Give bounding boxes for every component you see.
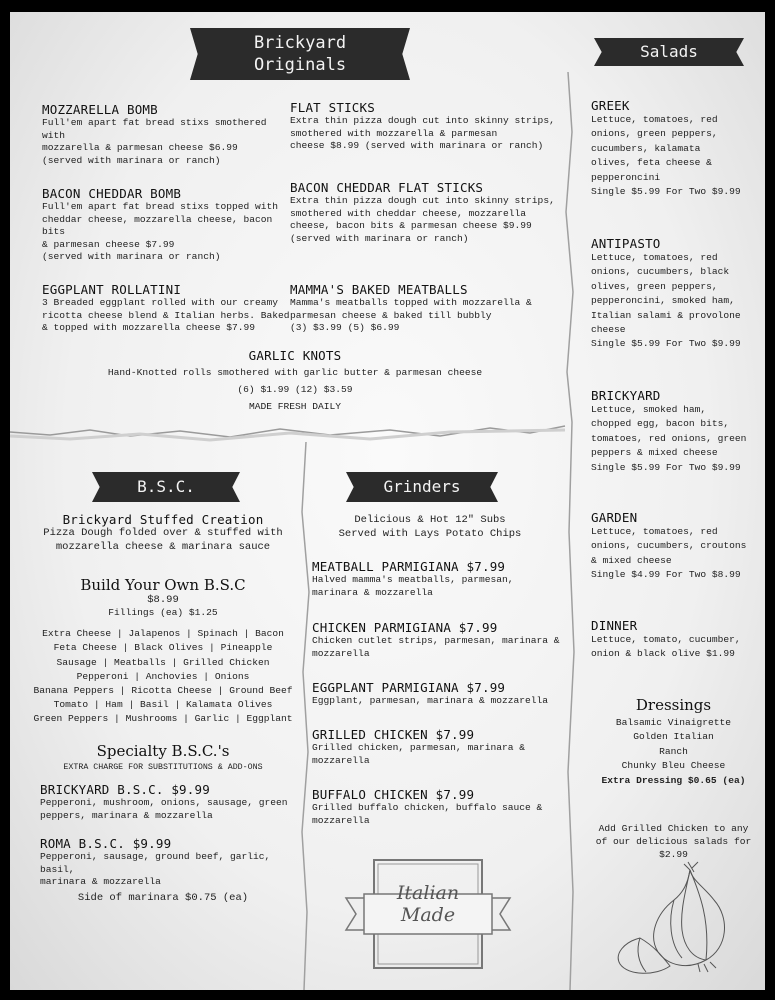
item-title: ROMA B.S.C. $9.99 [40, 836, 172, 851]
item-title: EGGPLANT PARMIGIANA $7.99 [312, 680, 506, 695]
bsc-banner: B.S.C. [104, 472, 228, 502]
originals-banner-line1: Brickyard [253, 33, 347, 53]
specialty-title: Specialty B.S.C.'s [96, 742, 230, 760]
item-title: FLAT STICKS [290, 100, 375, 115]
stamp-text [364, 882, 492, 926]
item-desc-line: cheddar cheese, mozzarella cheese, bacon bits [42, 213, 273, 238]
add-chicken-line: $2.99 [659, 849, 688, 860]
salad-brickyard [591, 388, 763, 475]
item-title: BACON CHEDDAR BOMB [42, 186, 182, 201]
item-desc-line: Pepperoni, sausage, ground beef, garlic, basil, [40, 851, 271, 875]
menu-item-mammas-baked-meatballs [290, 282, 560, 335]
item-price-line: Single $5.99 For Two $9.99 [591, 338, 741, 350]
extra-dressing-price: Extra Dressing $0.65 (ea) [601, 774, 746, 786]
item-title: GARLIC KNOTS [248, 348, 342, 363]
item-desc-line: pepperoncini, smoked ham, [591, 295, 735, 307]
item-desc-line: Lettuce, tomatoes, red [591, 252, 718, 263]
topping-line: Sausage | Meatballs | Grilled Chicken [56, 656, 270, 668]
build-your-own-price: $8.99 [147, 594, 179, 606]
item-desc-line: cheese $8.99 (served with marinara or ranch) [290, 140, 544, 152]
item-title: GREEK [591, 98, 630, 113]
add-chicken-line: Add Grilled Chicken to any [598, 823, 749, 834]
item-title: EGGPLANT ROLLATINI [42, 282, 182, 297]
bsc-desc-line: Pizza Dough folded over & stuffed with [43, 527, 283, 539]
item-desc-line: mozzarella [312, 754, 370, 766]
bsc-desc-line: mozzarella cheese & marinara sauce [55, 540, 271, 553]
item-desc-line: parmesan cheese & baked till bubbly [290, 309, 492, 321]
build-your-own-title: Build Your Own B.S.C [80, 576, 246, 594]
item-desc-line: Extra thin pizza dough cut into skinny strips, [290, 115, 555, 126]
item-desc-line: Chicken cutlet strips, parmesan, marinara & [312, 635, 560, 646]
dressing-item: Balsamic Vinaigrette [615, 717, 732, 728]
item-desc-line: & topped with mozzarella cheese $7.99 [42, 322, 256, 334]
add-chicken-line: of our delicious salads for [595, 836, 752, 847]
item-desc-line: 3 Breaded eggplant rolled with our creamy [42, 297, 279, 308]
specialty-note: EXTRA CHARGE FOR SUBSTITUTIONS & ADD-ONS [63, 763, 263, 772]
bsc-subtitle: Brickyard Stuffed Creation [62, 512, 264, 527]
menu-item-bacon-cheddar-bomb [42, 186, 292, 264]
salad-garden [591, 510, 763, 583]
item-desc-line: & mixed cheese [591, 554, 672, 566]
item-desc-line: Lettuce, tomatoes, red [591, 114, 718, 125]
grinder-grilled-chicken [312, 727, 562, 767]
salad-greek [591, 98, 763, 199]
item-desc-line: Lettuce, smoked ham, [591, 404, 707, 415]
item-title: BACON CHEDDAR FLAT STICKS [290, 180, 484, 195]
item-desc-line: mozzarella [312, 647, 370, 659]
item-title: MOZZARELLA BOMB [42, 102, 158, 117]
item-price-line: Single $5.99 For Two $9.99 [591, 186, 741, 198]
item-desc-line: smothered with mozzarella & parmesan [290, 127, 498, 139]
item-title: GARDEN [591, 510, 638, 525]
item-desc-line: tomatoes, red onions, green [591, 432, 747, 444]
grinder-meatball-parmigiana [312, 559, 562, 599]
stamp-line: Made [400, 904, 456, 926]
item-title: ANTIPASTO [591, 236, 661, 251]
specialty-roma-bsc [40, 836, 300, 889]
item-title: BRICKYARD B.S.C. $9.99 [40, 782, 210, 797]
topping-line: Extra Cheese | Jalapenos | Spinach | Bacon [42, 628, 284, 640]
topping-line: Green Peppers | Mushrooms | Garlic | Eggplant [33, 713, 293, 725]
item-desc-line: cucumbers, kalamata [591, 142, 701, 154]
fillings-price: Fillings (ea) $1.25 [108, 606, 218, 618]
item-desc-line: mozzarella & parmesan cheese $6.99 [42, 142, 238, 154]
grinders-banner: Grinders [358, 472, 486, 502]
dressings-section [586, 696, 761, 788]
item-desc-line: (3) $3.99 (5) $6.99 [290, 322, 400, 334]
item-desc-line: Grilled buffalo chicken, buffalo sauce & [312, 802, 543, 813]
topping-line: Tomato | Ham | Basil | Kalamata Olives [53, 699, 273, 711]
item-desc-line: Pepperoni, mushroom, onions, sausage, green [40, 797, 288, 808]
bsc-intro [28, 512, 298, 554]
item-desc-line: olives, green peppers, [591, 280, 718, 292]
item-desc-line: onion & black olive $1.99 [591, 648, 735, 660]
item-desc-line: pepperoncini [591, 171, 661, 183]
side-marinara-price: Side of marinara $0.75 (ea) [77, 892, 249, 904]
item-desc-line: Extra thin pizza dough cut into skinny strips, [290, 195, 555, 206]
side-marinara [28, 892, 298, 905]
dressings-title: Dressings [635, 696, 712, 714]
item-desc-line: peppers, marinara & mozzarella [40, 809, 213, 821]
italian-made-stamp [342, 858, 514, 976]
item-desc-line: Grilled chicken, parmesan, marinara & [312, 742, 526, 753]
item-prices: (6) $1.99 (12) $3.59 [237, 383, 353, 395]
menu-item-eggplant-rollatini [42, 282, 292, 335]
made-fresh-note: MADE FRESH DAILY [248, 401, 342, 413]
item-desc-line: peppers & mixed cheese [591, 447, 718, 459]
specialty-brickyard-bsc [40, 782, 300, 822]
topping-line: Feta Cheese | Black Olives | Pineapple [53, 642, 273, 654]
item-desc-line: onions, cucumbers, croutons [591, 540, 747, 552]
item-desc-line: Full'em apart fat bread stixs smothered with [42, 117, 267, 141]
item-title: MEATBALL PARMIGIANA $7.99 [312, 559, 506, 574]
item-desc-line: Lettuce, tomatoes, red [591, 526, 718, 537]
salad-antipasto [591, 236, 763, 352]
build-your-own-section [28, 576, 298, 727]
item-desc-line: (served with marinara or ranch) [290, 232, 469, 244]
item-desc-line: (served with marinara or ranch) [42, 251, 221, 263]
specialty-header [28, 742, 298, 775]
menu-item-flat-sticks [290, 100, 560, 153]
item-title: GRILLED CHICKEN $7.99 [312, 727, 475, 742]
grinders-intro [310, 514, 550, 541]
item-title: BUFFALO CHICKEN $7.99 [312, 787, 475, 802]
item-desc-line: marinara & mozzarella [40, 876, 161, 888]
item-desc-line: onions, green peppers, [591, 128, 718, 140]
item-desc-line: ricotta cheese blend & Italian herbs. Baked [42, 309, 290, 321]
item-desc-line: & parmesan cheese $7.99 [42, 238, 175, 250]
item-desc-line: olives, feta cheese & [591, 157, 712, 169]
topping-line: Pepperoni | Anchovies | Onions [76, 670, 250, 682]
grinder-buffalo-chicken [312, 787, 562, 827]
grinder-eggplant-parmigiana [312, 680, 562, 708]
item-desc-line: Lettuce, tomato, cucumber, [591, 634, 741, 645]
item-desc-line: cheese, bacon bits & parmesan cheese $9.99 [290, 220, 532, 232]
item-desc-line: chopped egg, bacon bits, [591, 418, 730, 430]
item-desc-line: marinara & mozzarella [312, 586, 433, 598]
originals-banner-line2: Originals [253, 55, 347, 75]
dressing-item: Golden Italian [633, 731, 714, 743]
item-desc-line: cheese [591, 324, 626, 336]
stamp-line: Italian [396, 882, 460, 904]
item-desc-line: (served with marinara or ranch) [42, 154, 221, 166]
grinders-subtitle-line: Delicious & Hot 12" Subs [354, 514, 506, 526]
item-title: DINNER [591, 618, 638, 633]
menu-item-garlic-knots [100, 348, 490, 414]
item-title: BRICKYARD [591, 388, 661, 403]
item-title: CHICKEN PARMIGIANA $7.99 [312, 620, 498, 635]
item-desc-line: mozzarella [312, 814, 370, 826]
item-desc-line: onions, cucumbers, black [591, 266, 730, 278]
dressing-item: Chunky Bleu Cheese [621, 760, 726, 772]
item-desc-line: Eggplant, parmesan, marinara & mozzarella [312, 695, 549, 706]
grinder-chicken-parmigiana [312, 620, 562, 660]
item-desc-line: Halved mamma's meatballs, parmesan, [312, 574, 514, 585]
item-price-line: Single $4.99 For Two $8.99 [591, 569, 741, 581]
originals-banner [202, 28, 398, 80]
topping-line: Banana Peppers | Ricotta Cheese | Ground Beef [33, 685, 293, 696]
salads-banner: Salads [606, 38, 732, 66]
item-desc: Hand-Knotted rolls smothered with garlic butter & parmesan cheese [107, 367, 483, 378]
item-desc-line: Full'em apart fat bread stixs topped with [42, 201, 279, 212]
item-desc-line: smothered with cheddar cheese, mozzarella [290, 207, 527, 219]
menu-item-bacon-cheddar-flat-sticks [290, 180, 560, 245]
grinders-subtitle-line: Served with Lays Potato Chips [338, 527, 522, 540]
add-chicken-note [586, 822, 761, 861]
item-title: MAMMA'S BAKED MEATBALLS [290, 282, 468, 297]
item-price-line: Single $5.99 For Two $9.99 [591, 461, 741, 473]
garlic-illustration-icon [610, 860, 750, 980]
menu-item-mozzarella-bomb [42, 102, 292, 167]
salad-dinner [591, 618, 763, 662]
menu-page [10, 12, 765, 990]
item-desc-line: Italian salami & provolone [591, 309, 741, 321]
item-desc-line: Mamma's meatballs topped with mozzarella & [290, 297, 532, 308]
dressing-item: Ranch [659, 745, 688, 757]
